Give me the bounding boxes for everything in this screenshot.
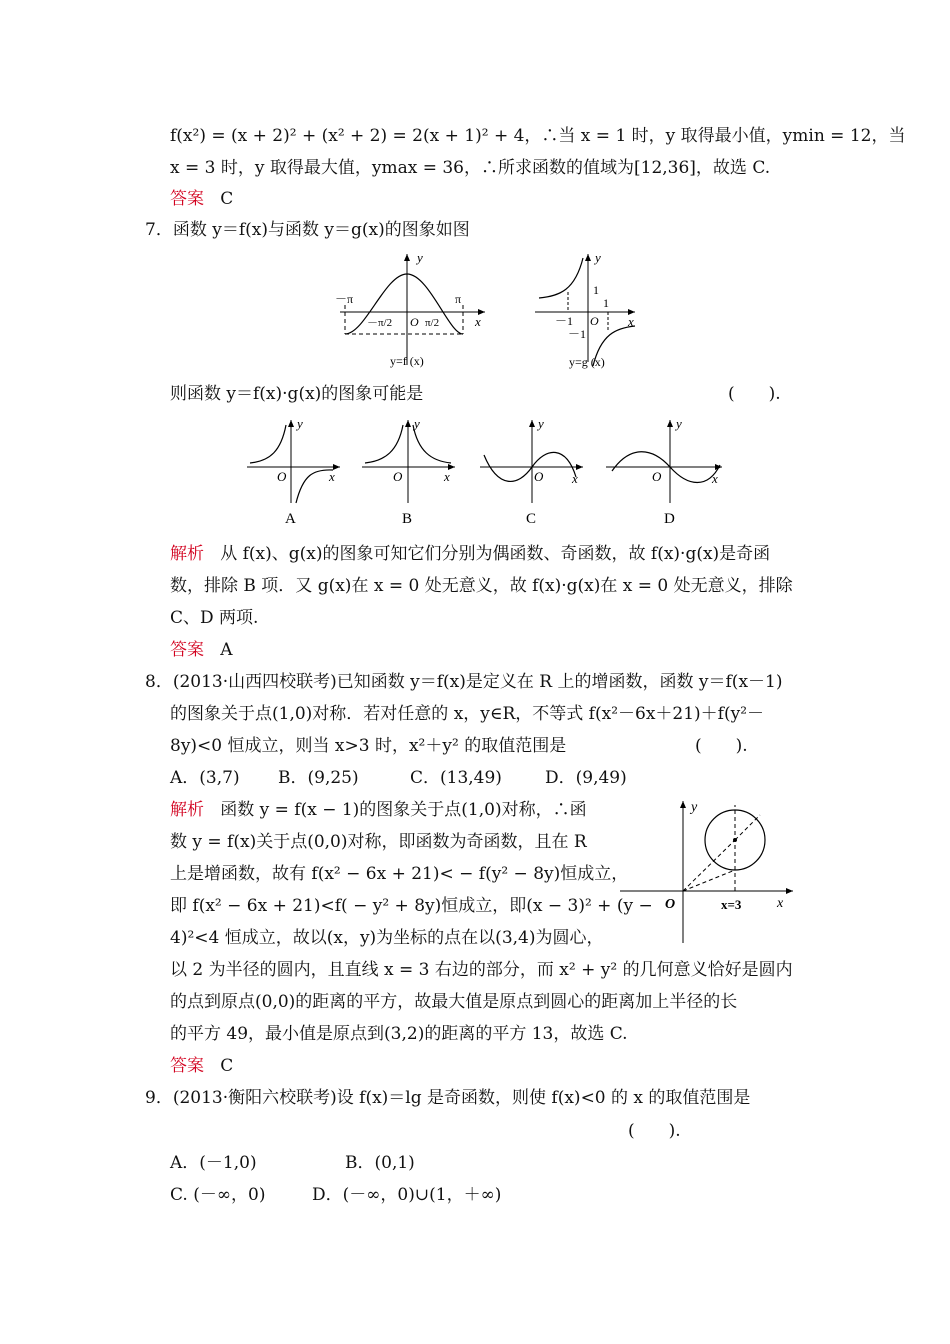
option-label: C — [526, 511, 537, 527]
analysis-label: 解析 — [170, 800, 204, 820]
answer-value: C — [220, 189, 234, 209]
analysis-text: 从 f(x)、g(x)的图象可知它们分别为偶函数、奇函数，故 f(x)·g(x)是奇函 — [220, 544, 771, 564]
q8-analysis-2: 数 y = f(x)关于点(0,0)对称，即函数为奇函数，且在 R — [170, 832, 587, 852]
y-label: y — [538, 416, 544, 431]
q8-analysis-4: 即 f(x² − 6x + 21)<f( − y² + 8y)恒成立，即(x − 3)² + (y − — [170, 896, 653, 916]
q8-analysis-6: 以 2 为半径的圆内，且直线 x = 3 右边的部分，而 x² + y² 的几何意义恰好是圆内 — [170, 960, 793, 980]
x-label: x — [444, 469, 450, 484]
q8-analysis-8: 的平方 49，最小值是原点到(3,2)的距离的平方 13，故选 C. — [170, 1024, 628, 1044]
x-label: x — [475, 314, 481, 329]
answer-label: 答案 — [170, 1056, 204, 1076]
g-branch-left — [539, 258, 583, 298]
q7-answer-paren: ( ). — [728, 384, 781, 404]
x-label: x — [712, 471, 718, 486]
x-arrow — [786, 888, 793, 894]
q7-analysis-2: 数，排除 B 项．又 g(x)在 x = 0 处无意义，故 f(x)·g(x)在 x = 0 处无意义，排除 — [170, 576, 793, 596]
option-label: D — [664, 511, 675, 527]
q9-option-c: C. (－∞，0) — [170, 1185, 266, 1205]
q8-analysis-5: 4)²<4 恒成立，故以(x，y)为坐标的点在以(3,4)为圆心， — [170, 928, 604, 948]
y-label: y — [676, 416, 682, 431]
origin-label: O — [665, 897, 676, 912]
answer-label: 答案 — [170, 189, 204, 209]
q8-option-c: C．(13,49) — [410, 768, 502, 788]
q7-option-b — [360, 415, 460, 530]
x-label: x — [628, 314, 634, 329]
analysis-label: 解析 — [170, 544, 204, 564]
q7-figure-f — [335, 250, 495, 375]
q8-answer-paren: ( ). — [695, 736, 748, 756]
dash-to-min-point — [683, 870, 735, 891]
y-label: y — [595, 250, 601, 265]
q8-option-a: A．(3,7) — [170, 768, 240, 788]
prev-solution-line-1: f(x²) = (x + 2)² + (x² + 2) = 2(x + 1)² + 4，∴当 x = 1 时，y 取得最小值，ymin = 12，当 — [170, 126, 906, 146]
q9-option-d: D．(－∞，0)∪(1，＋∞) — [312, 1185, 502, 1205]
neg-pi-label: －π — [335, 292, 354, 306]
neg-one-x-label: －1 — [555, 314, 574, 328]
option-label: B — [402, 511, 413, 527]
one-y-label: 1 — [593, 283, 599, 297]
analysis-text: 函数 y = f(x − 1)的图象关于点(1,0)对称，∴函 — [220, 800, 587, 820]
q7-answer — [170, 639, 233, 661]
line-label: x=3 — [721, 897, 742, 912]
one-x-label: 1 — [603, 296, 609, 310]
y-arrow — [529, 420, 535, 427]
q7-figure-g — [535, 250, 650, 375]
q7-option-d — [604, 415, 729, 530]
f-curve — [345, 274, 463, 334]
dash-radius — [735, 815, 760, 840]
q7-analysis-3: C、D 两项. — [170, 608, 259, 628]
curve-left — [365, 425, 403, 463]
pi-label: π — [455, 292, 462, 306]
q8-stem-3: 8y)<0 恒成立，则当 x>3 时，x²＋y² 的取值范围是 — [170, 736, 567, 756]
y-arrow — [585, 254, 591, 261]
y-arrow — [667, 420, 673, 427]
neg-half-pi-label: －π/2 — [367, 317, 393, 329]
origin-label: O — [534, 469, 544, 484]
y-arrow — [405, 420, 411, 427]
q8-option-d: D．(9,49) — [545, 768, 627, 788]
y-label: y — [297, 416, 303, 431]
origin-label: O — [277, 469, 287, 484]
x-label: x — [572, 471, 578, 486]
curve-left — [250, 425, 286, 463]
x-arrow — [576, 464, 583, 470]
origin-label: O — [652, 469, 662, 484]
y-label: y — [417, 250, 423, 265]
prev-solution-line-2: x = 3 时，y 取得最大值，ymax = 36，∴所求函数的值域为[12,36]，故选 C. — [170, 158, 771, 178]
g-caption: y=g (x) — [569, 355, 605, 369]
q8-stem-1: 8．(2013·山西四校联考)已知函数 y＝f(x)是定义在 R 上的增函数，函数 y＝f(x－1) — [145, 672, 783, 692]
origin-label: O — [410, 315, 419, 329]
q7-option-c — [478, 415, 588, 530]
center-point — [733, 838, 737, 842]
q8-option-b: B．(9,25) — [278, 768, 359, 788]
half-pi-label: π/2 — [425, 317, 440, 329]
q8-answer — [170, 1055, 233, 1077]
y-arrow — [404, 254, 410, 261]
curve-right — [296, 470, 333, 503]
q7-question: 则函数 y＝f(x)·g(x)的图象可能是 — [170, 384, 424, 404]
neg-one-y-label: －1 — [568, 327, 587, 341]
origin-label: O — [393, 469, 403, 484]
q9-stem: 9．(2013·衡阳六校联考)设 f(x)＝lg 是奇函数，则使 f(x)<0 的 x 的取值范围是 — [145, 1088, 751, 1108]
q7-option-a — [245, 415, 345, 530]
q7-analysis-1 — [170, 543, 770, 565]
q7-stem: 7．函数 y＝f(x)与函数 y＝g(x)的图象如图 — [145, 220, 470, 240]
q9-option-a: A．(－1,0) — [170, 1153, 257, 1173]
q8-analysis-1 — [170, 799, 587, 821]
q8-circle-figure — [615, 795, 800, 945]
y-arrow — [288, 420, 294, 427]
prev-answer — [170, 188, 233, 210]
f-caption: y=f (x) — [390, 354, 424, 368]
q8-stem-2: 的图象关于点(1,0)对称．若对任意的 x，y∈R，不等式 f(x²－6x＋21)＋f(y²－ — [170, 704, 765, 724]
q8-analysis-7: 的点到原点(0,0)的距离的平方，故最大值是原点到圆心的距离加上半径的长 — [170, 992, 738, 1012]
x-label: x — [329, 469, 335, 484]
y-arrow — [680, 801, 686, 808]
answer-value: A — [220, 640, 233, 660]
q8-analysis-3: 上是增函数，故有 f(x² − 6x + 21)< − f(y² − 8y)恒成立， — [170, 864, 629, 884]
q9-answer-paren: ( ). — [628, 1121, 681, 1141]
option-label: A — [285, 511, 296, 527]
q9-option-b: B．(0,1) — [345, 1153, 415, 1173]
x-label: x — [777, 896, 784, 911]
answer-label: 答案 — [170, 640, 204, 660]
origin-label: O — [590, 314, 599, 328]
y-label: y — [691, 800, 698, 815]
answer-value: C — [220, 1056, 234, 1076]
dash-to-center — [683, 840, 735, 891]
y-label: y — [414, 416, 420, 431]
